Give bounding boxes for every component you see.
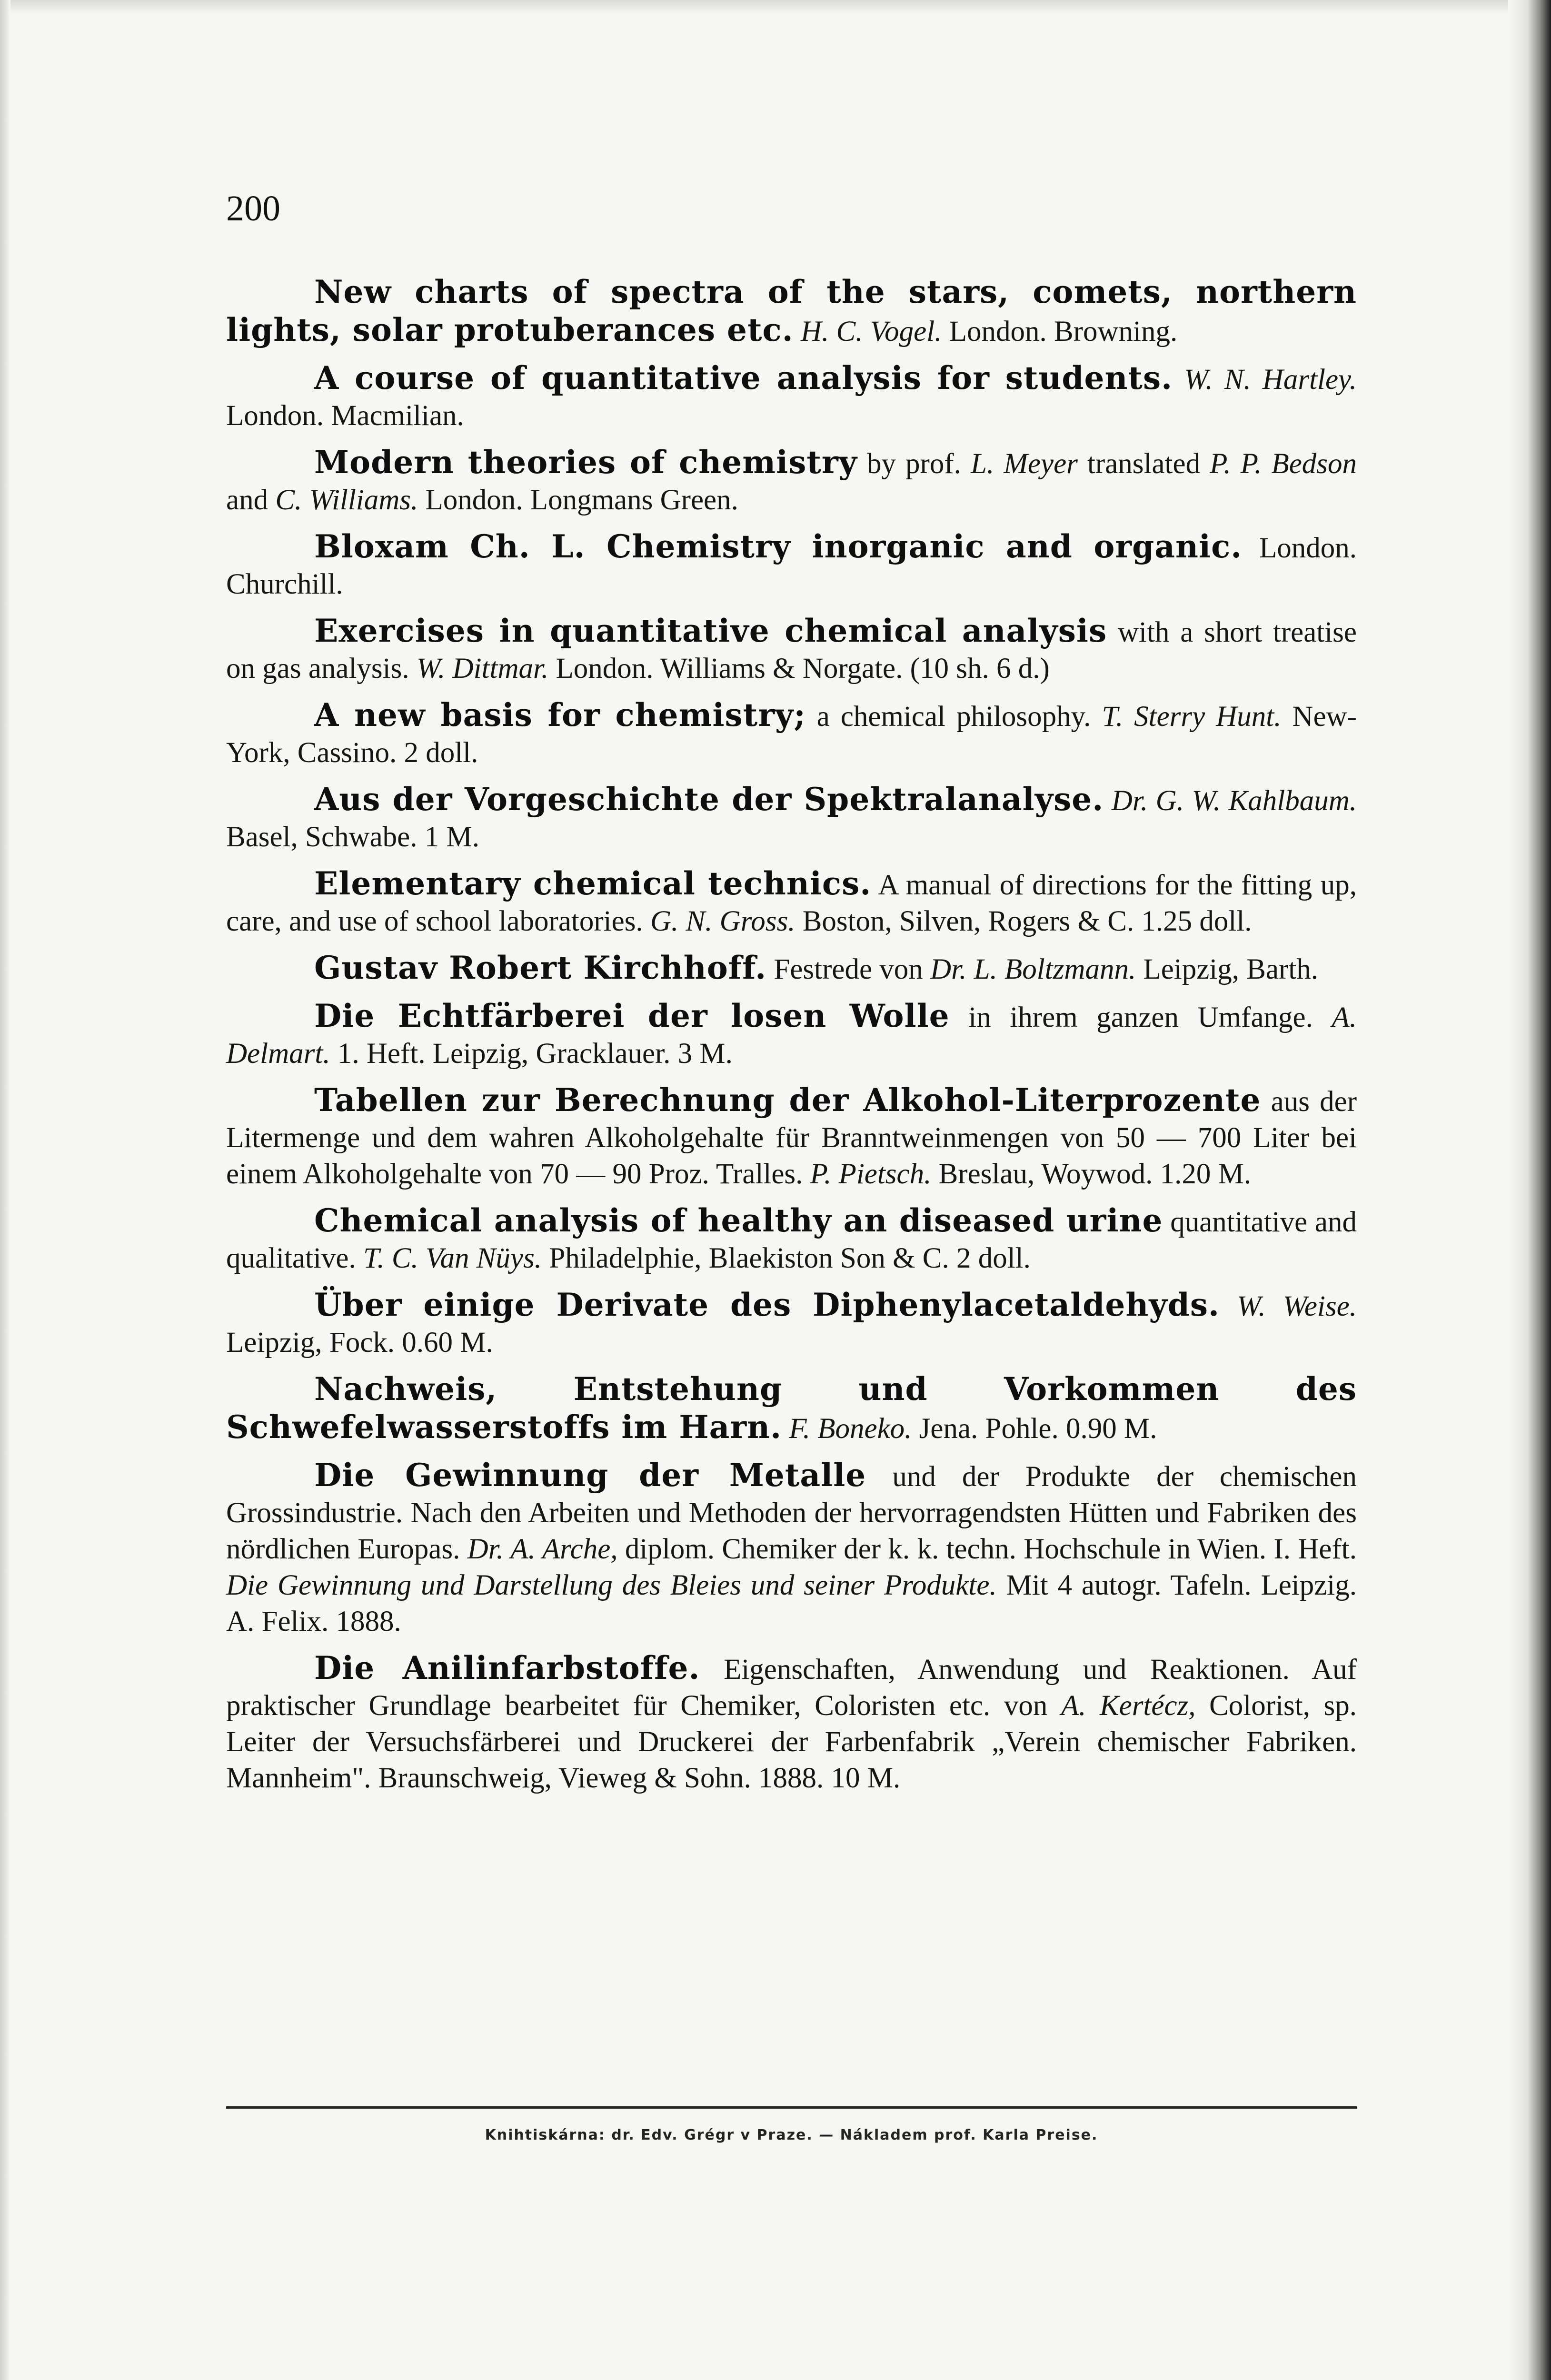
entry-title: Gustav Robert Kirchhoff. bbox=[314, 949, 767, 986]
bibliography-entry bbox=[226, 697, 1357, 771]
page-number: 200 bbox=[226, 188, 280, 228]
entry-author: W. N. Hartley. bbox=[1184, 364, 1357, 396]
entry-text: with a short treatise on gas analysis. bbox=[226, 616, 1357, 684]
entry-author: A. Kertécz, bbox=[1061, 1690, 1196, 1722]
entry-publication: Jena. Pohle. 0.90 M. bbox=[919, 1413, 1157, 1445]
entry-publication: London. Churchill. bbox=[226, 532, 1357, 600]
entry-title: Modern theories of chemistry bbox=[314, 444, 857, 481]
bibliography-entry bbox=[226, 528, 1357, 603]
entry-publication: Breslau, Woywod. 1.20 M. bbox=[938, 1158, 1252, 1190]
bibliography-entry bbox=[226, 998, 1357, 1072]
entry-publication: Basel, Schwabe. 1 M. bbox=[226, 821, 479, 853]
entry-author: Dr. A. Arche, bbox=[467, 1533, 618, 1565]
entry-title: Tabellen zur Berechnung der Alkohol-Literprozente bbox=[314, 1081, 1261, 1119]
entry-publication: Leipzig, Barth. bbox=[1143, 953, 1319, 985]
entry-text: translated bbox=[1087, 448, 1201, 480]
entry-title: Die Echtfärberei der losen Wolle bbox=[314, 997, 950, 1034]
entry-title: Die Anilinfarbstoffe. bbox=[314, 1649, 700, 1686]
bibliography-entry bbox=[226, 274, 1357, 350]
bibliography-entry bbox=[226, 1650, 1357, 1796]
page-left-shadow bbox=[0, 0, 10, 2380]
entry-text: A manual of directions for the fitting up, care, and use of school laboratories. bbox=[226, 869, 1357, 937]
entry-text: Festrede von bbox=[774, 953, 923, 985]
entry-author: W. Weise. bbox=[1237, 1290, 1357, 1322]
entry-publication: London. Browning. bbox=[949, 316, 1178, 347]
entry-publication: London. Macmilian. bbox=[226, 400, 464, 432]
entry-publication: Mit 4 autogr. Tafeln. Leipzig. A. Felix. 1888. bbox=[226, 1569, 1357, 1637]
entry-text: und der Produkte der chemischen Grossindustrie. Nach den Arbeiten und Methoden der hervorragendsten Hütten und Fabriken des nördlichen Europas. bbox=[226, 1461, 1357, 1565]
entry-publication: 1. Heft. Leipzig, Gracklauer. 3 M. bbox=[337, 1038, 733, 1070]
entry-title: Elementary chemical technics. bbox=[314, 865, 872, 902]
bibliography-entry bbox=[226, 1202, 1357, 1277]
bibliography-entry bbox=[226, 613, 1357, 687]
entry-text: a chemical philosophy. bbox=[816, 701, 1091, 733]
entry-author: P. Pietsch. bbox=[810, 1158, 932, 1190]
entry-author: F. Boneko. bbox=[789, 1413, 912, 1445]
entry-publication: Leipzig, Fock. 0.60 M. bbox=[226, 1327, 493, 1359]
bibliography-entry bbox=[226, 1082, 1357, 1192]
entry-author: H. C. Vogel. bbox=[800, 316, 942, 347]
entry-author: T. C. Van Nüys. bbox=[363, 1242, 542, 1274]
entry-author: T. Sterry Hunt. bbox=[1102, 701, 1282, 733]
entry-author: L. Meyer bbox=[970, 448, 1078, 480]
bibliography-entry bbox=[226, 781, 1357, 855]
entry-text: by prof. bbox=[867, 448, 961, 480]
entry-translator: P. P. Bedson bbox=[1210, 448, 1357, 480]
entry-publication: Colorist, sp. Leiter der Versuchsfärberei und Druckerei der Farbenfabrik „Verein chemischer Fabriken. Mannheim". Braunschweig, Vieweg & Sohn. 1888. 10 M. bbox=[226, 1690, 1357, 1794]
entry-text: Eigenschaften, Anwendung und Reaktionen. Auf praktischer Grundlage bearbeitet für Chemiker, Coloristen etc. von bbox=[226, 1654, 1357, 1722]
entry-title: Exercises in quantitative chemical analysis bbox=[314, 612, 1107, 649]
entry-title: Über einige Derivate des Diphenylacetaldehyds. bbox=[314, 1286, 1220, 1323]
entry-publication: London. Longmans Green. bbox=[425, 484, 738, 516]
entry-author: W. Dittmar. bbox=[416, 653, 549, 684]
bibliography-entry bbox=[226, 865, 1357, 940]
bibliography-entry bbox=[226, 950, 1357, 988]
page-right-shadow bbox=[1508, 0, 1551, 2380]
entry-title: Nachweis, Entstehung und Vorkommen des Schwefelwasserstoffs im Harn. bbox=[226, 1370, 1357, 1446]
entry-publication: Philadelphie, Blaekiston Son & C. 2 doll. bbox=[549, 1242, 1031, 1274]
footer-divider bbox=[226, 2106, 1357, 2109]
entry-author: Dr. L. Boltzmann. bbox=[930, 953, 1136, 985]
entry-publication: New-York, Cassino. 2 doll. bbox=[226, 701, 1357, 769]
entry-translator: C. Williams. bbox=[275, 484, 418, 516]
printer-imprint: Knihtiskárna: dr. Edv. Grégr v Praze. — Nákladem prof. Karla Preise. bbox=[485, 2127, 1098, 2143]
entry-text: in ihrem ganzen Umfange. bbox=[968, 1002, 1313, 1033]
entry-title: Die Gewinnung der Metalle bbox=[314, 1457, 866, 1494]
bibliography-entry bbox=[226, 444, 1357, 518]
entry-title: A new basis for chemistry; bbox=[314, 696, 806, 734]
entry-title: Bloxam Ch. L. Chemistry inorganic and organic. bbox=[314, 528, 1243, 565]
page-top-shadow bbox=[0, 0, 1551, 13]
entry-title: Chemical analysis of healthy an diseased urine bbox=[314, 1202, 1163, 1239]
entry-title: New charts of spectra of the stars, comets, northern lights, solar protuberances etc. bbox=[226, 273, 1357, 348]
entry-title: A course of quantitative analysis for students. bbox=[314, 359, 1173, 397]
entry-text: and bbox=[226, 484, 268, 516]
bibliography-entry bbox=[226, 1371, 1357, 1447]
entry-subtitle: Die Gewinnung und Darstellung des Bleies und seiner Produkte. bbox=[226, 1569, 997, 1601]
entry-publication: Boston, Silven, Rogers & C. 1.25 doll. bbox=[802, 905, 1252, 937]
entry-text: aus der Litermenge und dem wahren Alkoholgehalte für Branntweinmengen von 50 — 700 Liter bei einem Alkoholgehalte von 70 — 90 Proz. Tralles. bbox=[226, 1086, 1357, 1190]
entry-text: quantitative and qualitative. bbox=[226, 1206, 1357, 1274]
entry-publication: London. Williams & Norgate. (10 sh. 6 d.) bbox=[556, 653, 1050, 684]
bibliography-entry bbox=[226, 1287, 1357, 1361]
bibliography-list bbox=[226, 274, 1357, 1806]
bibliography-entry bbox=[226, 360, 1357, 434]
bibliography-entry bbox=[226, 1457, 1357, 1640]
entry-text: diplom. Chemiker der k. k. techn. Hochschule in Wien. I. Heft. bbox=[625, 1533, 1357, 1565]
entry-author: G. N. Gross. bbox=[650, 905, 795, 937]
entry-title: Aus der Vorgeschichte der Spektralanalyse. bbox=[314, 781, 1104, 818]
entry-author: Dr. G. W. Kahlbaum. bbox=[1111, 785, 1357, 817]
entry-author: A. Delmart. bbox=[226, 1002, 1357, 1070]
